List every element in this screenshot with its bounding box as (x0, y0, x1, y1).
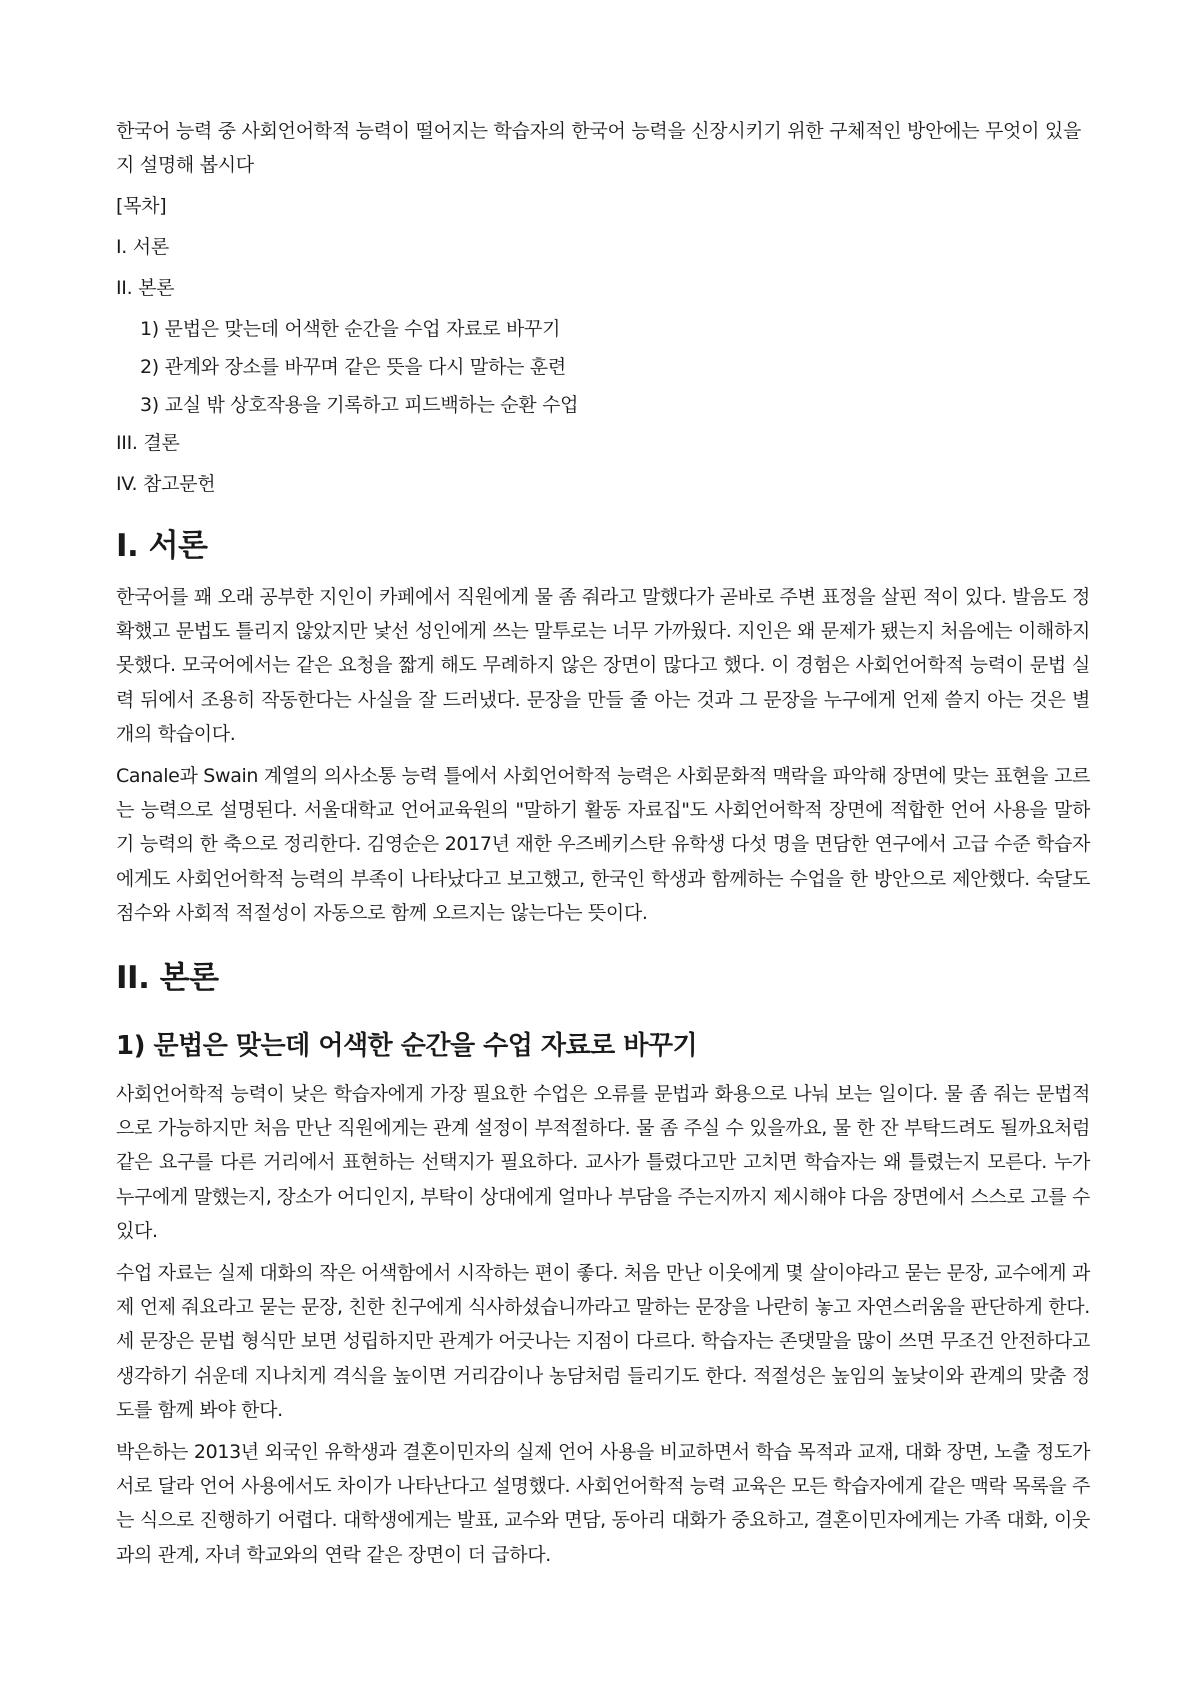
body-paragraph: Canale과 Swain 계열의 의사소통 능력 틀에서 사회언어학적 능력은 사회문화적 맥락을 파악해 장면에 맞는 표현을 고르는 능력으로 설명된다. 서울대학교 언어교육원의 "말하기 활동 자료집"도 사회언어학적 장면에 적합한 언어 사용을 말하기 능력의 한 축으로 정리한다. 김영순은 2017년 재한 우즈베키스탄 유학생 다섯 명을 면담한 연구에서 고급 수준 학습자에게도 사회언어학적 능력의 부족이 나타났다고 보고했고, 한국인 학생과 함께하는 수업을 한 방안으로 제안했다. 숙달도 점수와 사회적 적절성이 자동으로 함께 오르지는 않는다는 뜻이다. (116, 765, 1090, 924)
section-heading-body: II. 본론 (116, 960, 219, 997)
toc-subitem: 3) 교실 밖 상호작용을 기록하고 피드백하는 순환 수업 (140, 394, 579, 416)
body-paragraph: 한국어를 꽤 오래 공부한 지인이 카페에서 직원에게 물 좀 줘라고 말했다가 곧바로 주변 표정을 살핀 적이 있다. 발음도 정확했고 문법도 틀리지 않았지만 낯선 성인에게 쓰는 말투로는 너무 가까웠다. 지인은 왜 문제가 됐는지 처음에는 이해하지 못했다. 모국어에서는 같은 요청을 짧게 해도 무례하지 않은 장면이 많다고 했다. 이 경험은 사회언어학적 능력이 문법 실력 뒤에서 조용히 작동한다는 사실을 잘 드러냈다. 문장을 만들 줄 아는 것과 그 문장을 누구에게 언제 쓸지 아는 것은 별개의 학습이다. (116, 586, 1090, 745)
toc-item: I. 서론 (116, 236, 169, 258)
toc-item: II. 본론 (116, 277, 175, 299)
table-of-contents (116, 192, 1090, 498)
toc-subitem: 2) 관계와 장소를 바꾸며 같은 뜻을 다시 말하는 훈련 (140, 356, 566, 378)
toc-item: III. 결론 (116, 432, 180, 454)
body-paragraph: 박은하는 2013년 외국인 유학생과 결혼이민자의 실제 언어 사용을 비교하면서 학습 목적과 교재, 대화 장면, 노출 정도가 서로 달라 언어 사용에서도 차이가 나타난다고 설명했다. 사회언어학적 능력 교육은 모든 학습자에게 같은 맥락 목록을 주는 식으로 진행하기 어렵다. 대학생에게는 발표, 교수와 면담, 동아리 대화가 중요하고, 결혼이민자에게는 가족 대화, 이웃과의 관계, 자녀 학교와의 연락 같은 장면이 더 급하다. (116, 1441, 1090, 1566)
toc-heading: [목차] (116, 195, 167, 217)
section-heading-introduction: I. 서론 (116, 528, 208, 564)
body-paragraph: 사회언어학적 능력이 낮은 학습자에게 가장 필요한 수업은 오류를 문법과 화용으로 나눠 보는 일이다. 물 좀 줘는 문법적으로 가능하지만 처음 만난 직원에게는 관계 설정이 부적절하다. 물 좀 주실 수 있을까요, 물 한 잔 부탁드려도 될까요처럼 같은 요구를 다른 거리에서 표현하는 선택지가 필요하다. 교사가 틀렸다고만 고치면 학습자는 왜 틀렸는지 모른다. 누가 누구에게 말했는지, 장소가 어디인지, 부탁이 상대에게 얼마나 부담을 주는지까지 제시해야 다음 장면에서 스스로 고를 수 있다. (116, 1083, 1090, 1242)
assignment-prompt: 한국어 능력 중 사회언어학적 능력이 떨어지는 학습자의 한국어 능력을 신장시키기 위한 구체적인 방안에는 무엇이 있을지 설명해 봅시다 (116, 120, 1082, 176)
page-cutoff-container (116, 1435, 1090, 1566)
subsection-heading: 1) 문법은 맞는데 어색한 순간을 수업 자료로 바꾸기 (116, 1031, 698, 1062)
toc-subitem: 1) 문법은 맞는데 어색한 순간을 수업 자료로 바꾸기 (140, 318, 561, 340)
body-paragraph: 수업 자료는 실제 대화의 작은 어색함에서 시작하는 편이 좋다. 처음 만난 이웃에게 몇 살이야라고 묻는 문장, 교수에게 과제 언제 줘요라고 묻는 문장, 친한 친구에게 식사하셨습니까라고 말하는 문장을 나란히 놓고 자연스러움을 판단하게 한다. 세 문장은 문법 형식만 보면 성립하지만 관계가 어긋나는 지점이 다르다. 학습자는 존댓말을 많이 쓰면 무조건 안전하다고 생각하기 쉬운데 지나치게 격식을 높이면 거리감이나 농담처럼 들리기도 한다. 적절성은 높임의 높낮이와 관계의 맞춤 정도를 함께 봐야 한다. (116, 1262, 1090, 1421)
toc-item: IV. 참고문헌 (116, 473, 216, 495)
